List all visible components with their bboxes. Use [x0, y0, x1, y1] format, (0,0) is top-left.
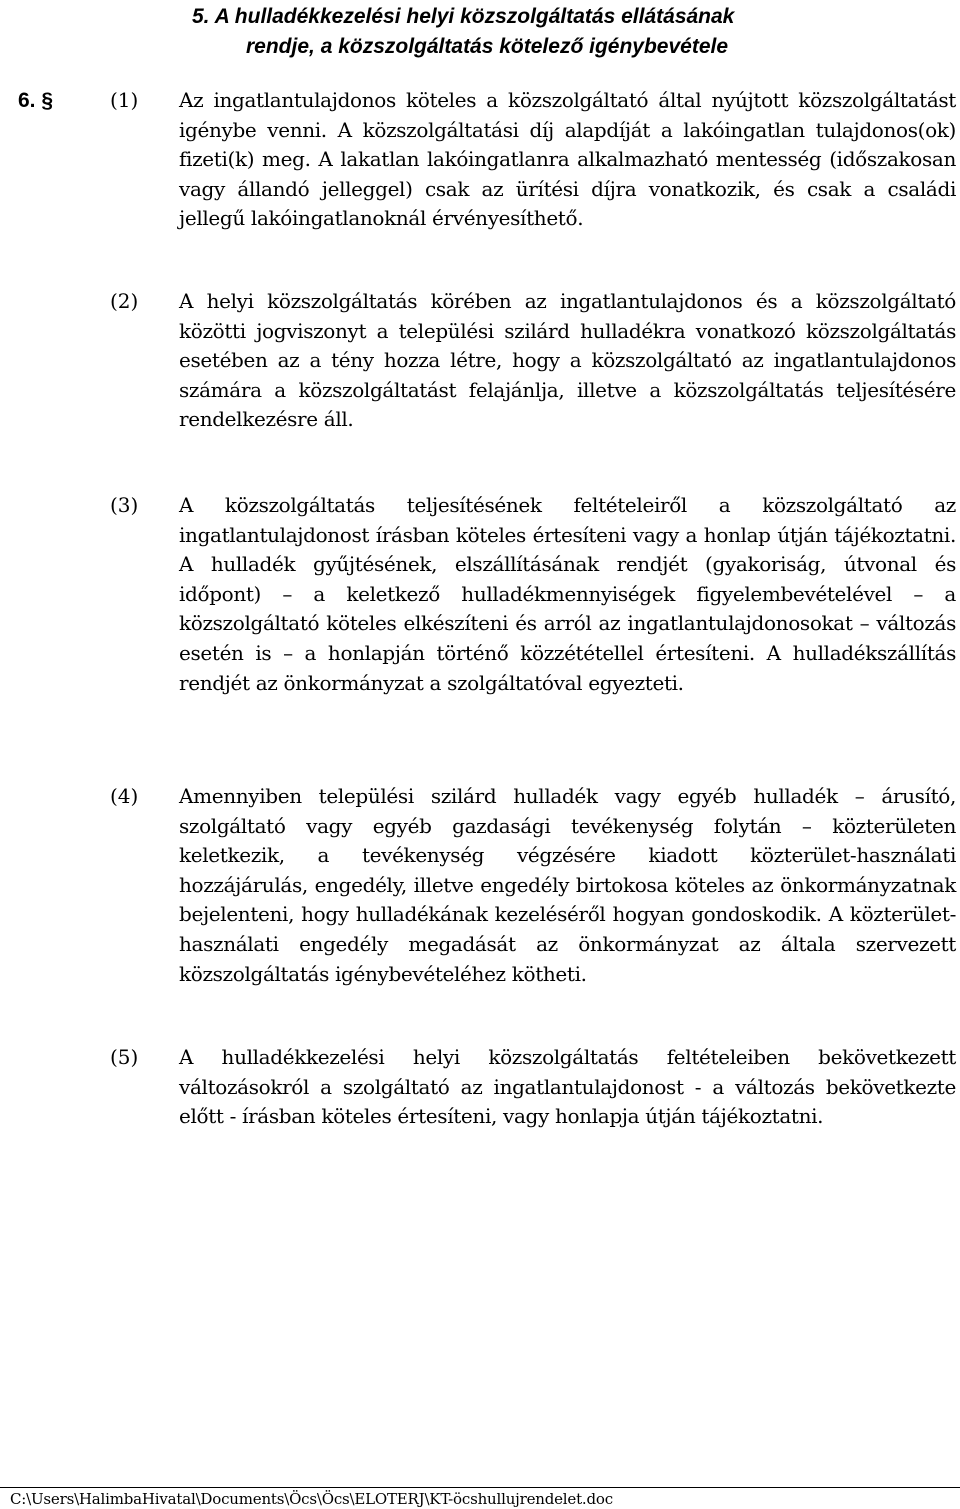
paragraph-number: (1)	[110, 88, 139, 112]
footer-file-path: C:\Users\HalimbaHivatal\Documents\Öcs\Öcs\ELOTERJ\KT-öcshullujrendelet.doc	[10, 1490, 613, 1508]
paragraph-5	[110, 1043, 956, 1132]
paragraph-text: A közszolgáltatás teljesítésének feltételeiről a közszolgáltató az ingatlantulajdonost írásban köteles értesíteni vagy a honlap útján tájékoztatni. A hulladék gyűjtésének, elszállításának rendjét (gyakoriság, útvonal és időpont) – a keletkező hulladékmennyiségek figyelembevételével – a közszolgáltató köteles elkészíteni és arról az ingatlantulajdonosokat – változás esetén is – a honlapján történő közzététellel értesíteni. A hulladékszállítás rendjét az önkormányzat a szolgáltatóval egyezteti.	[179, 493, 956, 695]
paragraph-number: (5)	[110, 1045, 139, 1069]
paragraph-text: Amennyiben települési szilárd hulladék vagy egyéb hulladék – árusító, szolgáltató vagy egyéb gazdasági tevékenység folytán – közterületen keletkezik, a tevékenység végzésére kiadott közterület-használati hozzájárulás, engedély, illetve engedély birtokosa köteles az önkormányzatnak bejelenteni, hogy hulladékának kezeléséről hogyan gondoskodik. A közterület-használati engedély megadását az önkormányzat az általa szervezett közszolgáltatás igénybevételéhez kötheti.	[179, 784, 956, 986]
section-number: 6. §	[18, 89, 54, 112]
paragraph-text: A helyi közszolgáltatás körében az ingatlantulajdonos és a közszolgáltató közötti jogviszonyt a települési szilárd hulladékra vonatkozó közszolgáltatás esetében az a tény hozza létre, hogy a közszolgáltató az ingatlantulajdonos számára a közszolgáltatást felajánlja, illetve a közszolgáltatás teljesítésére rendelkezésre áll.	[179, 289, 956, 432]
paragraph-text: A hulladékkezelési helyi közszolgáltatás feltételeiben bekövetkezett változásokról a szolgáltató az ingatlantulajdonost - a változás bekövetkezte előtt - írásban köteles értesíteni, vagy honlapja útján tájékoztatni.	[179, 1045, 956, 1129]
footer-divider	[0, 1487, 960, 1488]
paragraph-number: (2)	[110, 289, 139, 313]
section-heading-line-2: rendje, a közszolgáltatás kötelező igénybevétele	[246, 35, 729, 58]
section-heading-line-1: 5. A hulladékkezelési helyi közszolgáltatás ellátásának	[192, 5, 735, 28]
paragraph-4	[110, 782, 956, 989]
section-heading	[192, 2, 952, 62]
paragraph-2	[110, 287, 956, 435]
paragraph-1	[110, 86, 956, 234]
paragraph-text: Az ingatlantulajdonos köteles a közszolgáltató által nyújtott közszolgáltatást igénybe venni. A közszolgáltatási díj alapdíját a lakóingatlan tulajdonos(ok) fizeti(k) meg. A lakatlan lakóingatlanra alkalmazható mentesség (időszakosan vagy állandó jelleggel) csak az ürítési díjra vonatkozik, és csak a családi jellegű lakóingatlanoknál érvényesíthető.	[179, 88, 956, 231]
paragraph-number: (3)	[110, 493, 139, 517]
paragraph-number: (4)	[110, 784, 139, 808]
paragraph-3	[110, 491, 956, 698]
